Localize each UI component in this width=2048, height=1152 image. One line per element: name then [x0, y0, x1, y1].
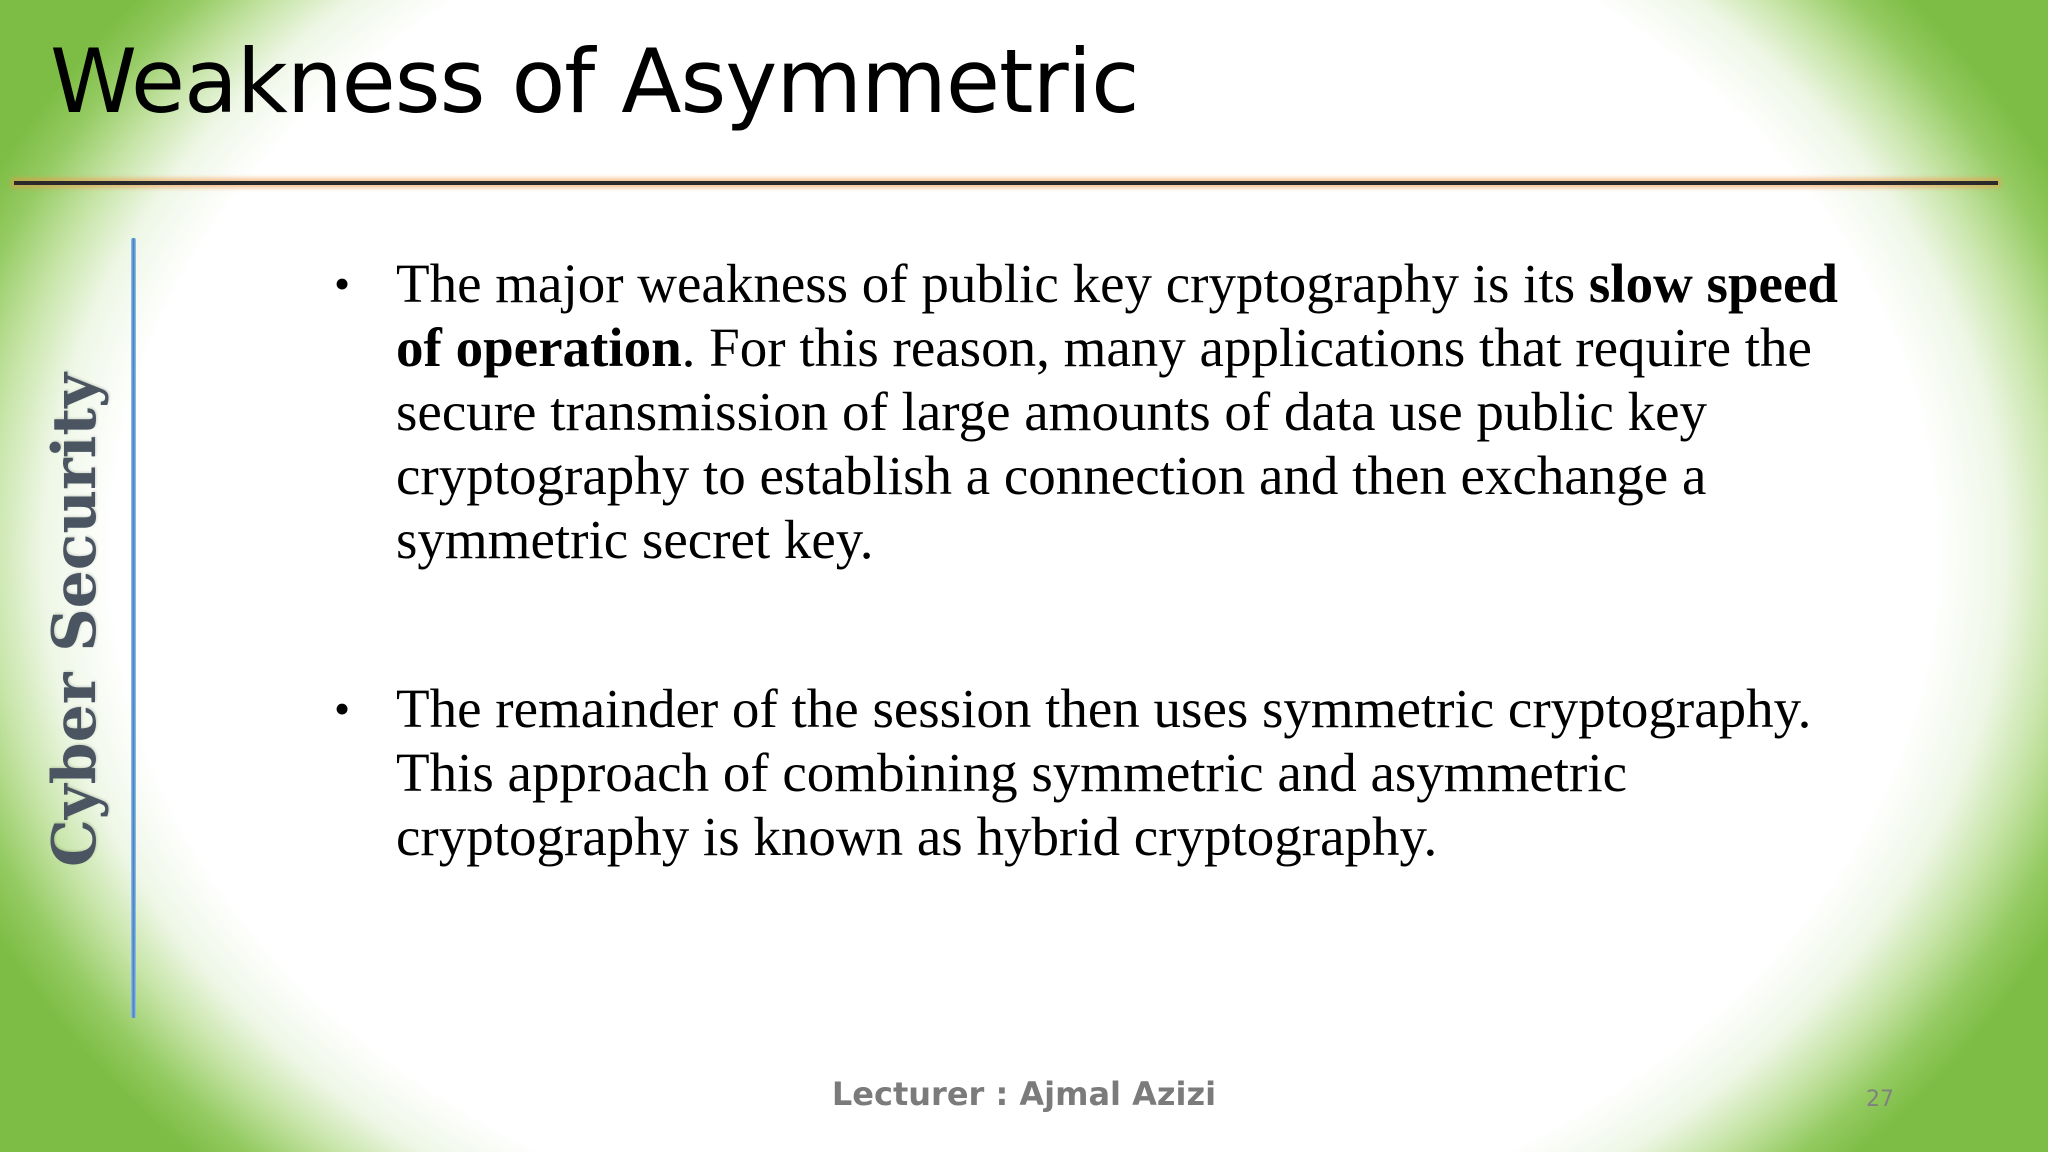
title-divider: [14, 181, 1998, 185]
bullet-bold-text: slow speed of operation: [396, 253, 1838, 378]
bullet-icon: •: [334, 683, 351, 734]
bullet-item: [334, 677, 1894, 869]
bullet-icon: •: [334, 258, 351, 309]
bullet-text: The remainder of the session then uses symmetric cryptography. This approach of combining symmetric and asymmetric cryptography is known as hybrid cryptography.: [396, 678, 1812, 867]
side-divider: [131, 238, 136, 1018]
side-label: Cyber Security: [40, 373, 110, 867]
footer-lecturer: Lecturer : Ajmal Azizi: [831, 1075, 1217, 1113]
bullet-text: The major weakness of public key cryptography is its: [396, 253, 1589, 314]
bullet-item: [334, 252, 1894, 572]
bullet-list: [334, 252, 1894, 869]
slide-title: Weakness of Asymmetric: [50, 30, 1139, 133]
bullet-text-continued: . For this reason, many applications that require the secure transmission of large amounts of data use public key cryptography to establish a connection and then exchange a symmetric secret key.: [396, 317, 1812, 570]
page-number: 27: [1866, 1087, 1894, 1112]
